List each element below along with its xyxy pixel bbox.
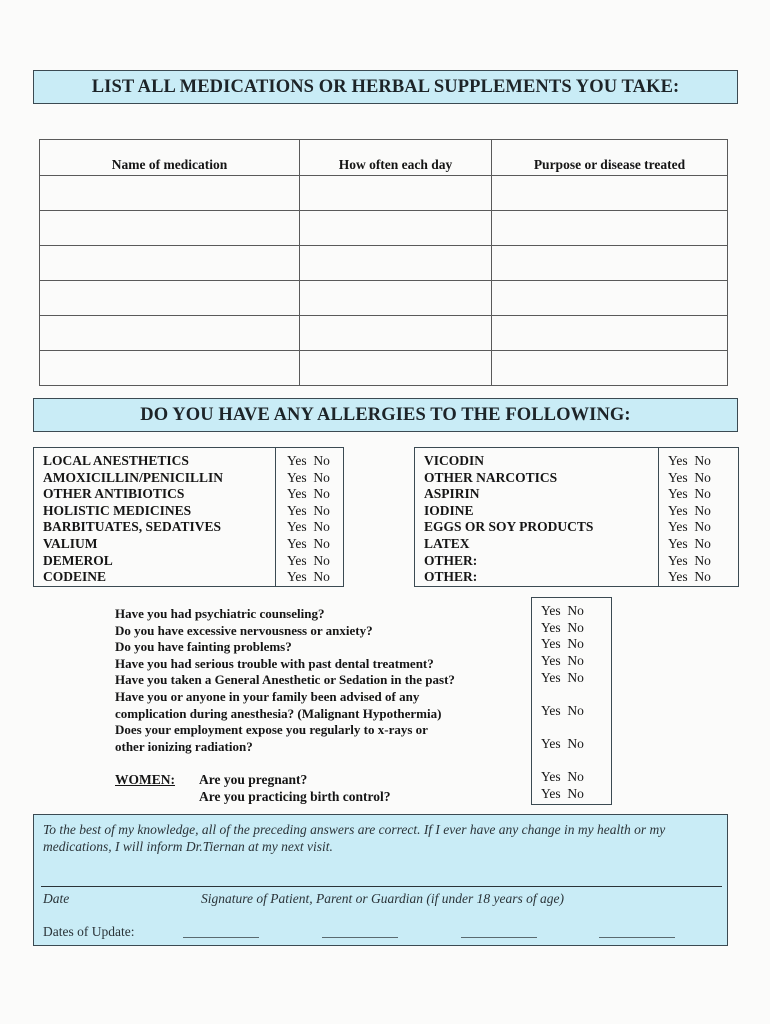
allergy-list-left	[43, 453, 223, 586]
medications-section-title: LIST ALL MEDICATIONS OR HERBAL SUPPLEMENTS YOU TAKE:	[33, 70, 738, 104]
question-line: Have you or anyone in your family been advised of any	[115, 688, 420, 704]
medication-name-cell[interactable]	[40, 281, 300, 316]
yes-no-option[interactable]: Yes No	[287, 535, 330, 551]
medication-purpose-cell[interactable]	[492, 351, 728, 386]
pregnant-question: Are you pregnant?	[199, 772, 308, 787]
question-line: Have you had serious trouble with past dental treatment?	[115, 655, 434, 671]
birth-control-question: Are you practicing birth control?	[199, 789, 391, 804]
medication-purpose-cell[interactable]	[492, 246, 728, 281]
medication-frequency-cell[interactable]	[300, 211, 492, 246]
allergy-item: HOLISTIC MEDICINES	[43, 502, 192, 518]
medication-purpose-cell[interactable]	[492, 316, 728, 351]
allergy-item: LOCAL ANESTHETICS	[43, 453, 189, 468]
yes-no-option[interactable]: Yes No	[287, 502, 330, 518]
medication-purpose-cell[interactable]	[492, 281, 728, 316]
allergy-item: EGGS OR SOY PRODUCTS	[424, 519, 594, 535]
medication-purpose-cell[interactable]	[492, 176, 728, 211]
allergy-yes-no-left	[287, 453, 330, 586]
yes-no-option[interactable]: Yes No	[668, 552, 711, 568]
date-label: Date	[43, 891, 70, 906]
allergy-item: ASPIRIN	[424, 486, 480, 502]
yes-no-option[interactable]: Yes No	[668, 502, 711, 518]
column-header-frequency: How often each day	[300, 140, 492, 176]
allergy-item: LATEX	[424, 535, 470, 551]
column-header-name: Name of medication	[40, 140, 300, 176]
medication-name-cell[interactable]	[40, 246, 300, 281]
yes-no-option[interactable]: Yes No	[541, 636, 584, 651]
table-row	[40, 211, 728, 246]
table-row	[40, 351, 728, 386]
allergy-divider	[658, 448, 659, 586]
health-questions	[115, 606, 455, 755]
yes-no-option[interactable]: Yes No	[541, 620, 584, 635]
medication-name-cell[interactable]	[40, 316, 300, 351]
table-row	[40, 316, 728, 351]
allergy-box-left	[33, 447, 344, 587]
table-row	[40, 176, 728, 211]
yes-no-option[interactable]: Yes No	[541, 769, 584, 784]
question-line: Do you have excessive nervousness or anxiety?	[115, 622, 373, 638]
allergies-section-title: DO YOU HAVE ANY ALLERGIES TO THE FOLLOWING:	[33, 398, 738, 432]
yes-no-option[interactable]: Yes No	[668, 469, 711, 485]
table-header-row	[40, 140, 728, 176]
allergy-list-right	[424, 453, 593, 586]
dates-of-update-label: Dates of Update:	[43, 924, 135, 939]
yes-no-option[interactable]: Yes No	[541, 736, 584, 751]
women-label: WOMEN:	[115, 772, 175, 787]
yes-no-option[interactable]: Yes No	[668, 535, 711, 551]
medication-frequency-cell[interactable]	[300, 246, 492, 281]
allergy-item: BARBITUATES, SEDATIVES	[43, 519, 222, 535]
signature-label: Signature of Patient, Parent or Guardian (if under 18 years of age)	[201, 891, 564, 906]
medications-table-body	[40, 176, 728, 386]
allergy-item: VALIUM	[43, 535, 98, 551]
question-line: Have you taken a General Anesthetic or Sedation in the past?	[115, 672, 455, 688]
allergy-item: DEMEROL	[43, 552, 113, 568]
table-row	[40, 281, 728, 316]
yes-no-option[interactable]: Yes No	[541, 786, 584, 801]
medication-name-cell[interactable]	[40, 176, 300, 211]
yes-no-option[interactable]: Yes No	[668, 519, 711, 535]
questions-yes-no-box	[531, 597, 612, 805]
allergy-divider	[275, 448, 276, 586]
question-line: Have you had psychiatric counseling?	[115, 606, 325, 621]
medication-name-cell[interactable]	[40, 211, 300, 246]
update-date-blank[interactable]	[183, 937, 259, 938]
allergy-item: OTHER:	[424, 552, 478, 568]
women-questions	[115, 771, 391, 805]
yes-no-option[interactable]: Yes No	[287, 486, 330, 502]
allergy-box-right	[414, 447, 739, 587]
allergy-item: OTHER NARCOTICS	[424, 469, 558, 485]
update-date-blank[interactable]	[599, 937, 675, 938]
question-line: Do you have fainting problems?	[115, 639, 292, 655]
allergy-item: CODEINE	[43, 569, 107, 585]
medication-name-cell[interactable]	[40, 351, 300, 386]
table-row	[40, 246, 728, 281]
yes-no-option[interactable]: Yes No	[541, 653, 584, 668]
update-date-blank[interactable]	[461, 937, 537, 938]
attestation-statement: To the best of my knowledge, all of the preceding answers are correct. If I ever have any change in my health or my medications, I will inform Dr.Tiernan at my next visit.	[43, 822, 666, 854]
yes-no-option[interactable]: Yes No	[541, 603, 584, 618]
medication-frequency-cell[interactable]	[300, 351, 492, 386]
yes-no-option[interactable]: Yes No	[668, 486, 711, 502]
question-line: complication during anesthesia? (Malignant Hypothermia)	[115, 705, 442, 721]
medication-frequency-cell[interactable]	[300, 176, 492, 211]
yes-no-option[interactable]: Yes No	[668, 453, 711, 468]
question-line: other ionizing radiation?	[115, 738, 253, 754]
allergy-yes-no-right	[668, 453, 711, 586]
update-date-blank[interactable]	[322, 937, 398, 938]
allergy-item: OTHER ANTIBIOTICS	[43, 486, 185, 502]
medication-purpose-cell[interactable]	[492, 211, 728, 246]
medication-frequency-cell[interactable]	[300, 281, 492, 316]
yes-no-option[interactable]: Yes No	[541, 670, 584, 685]
attestation-box	[33, 814, 728, 946]
column-header-purpose: Purpose or disease treated	[492, 140, 728, 176]
yes-no-option[interactable]: Yes No	[541, 703, 584, 718]
question-line: Does your employment expose you regularly to x-rays or	[115, 722, 428, 738]
yes-no-option[interactable]: Yes No	[287, 453, 330, 468]
yes-no-option[interactable]: Yes No	[287, 569, 330, 585]
yes-no-option[interactable]: Yes No	[287, 552, 330, 568]
yes-no-option[interactable]: Yes No	[668, 569, 711, 585]
medications-table	[39, 139, 728, 386]
yes-no-option[interactable]: Yes No	[287, 519, 330, 535]
allergy-item: AMOXICILLIN/PENICILLIN	[43, 469, 224, 485]
allergy-item: IODINE	[424, 502, 474, 518]
medication-frequency-cell[interactable]	[300, 316, 492, 351]
yes-no-option[interactable]: Yes No	[287, 469, 330, 485]
signature-line[interactable]	[41, 886, 722, 887]
allergy-item: VICODIN	[424, 453, 485, 468]
allergy-item: OTHER:	[424, 569, 478, 585]
